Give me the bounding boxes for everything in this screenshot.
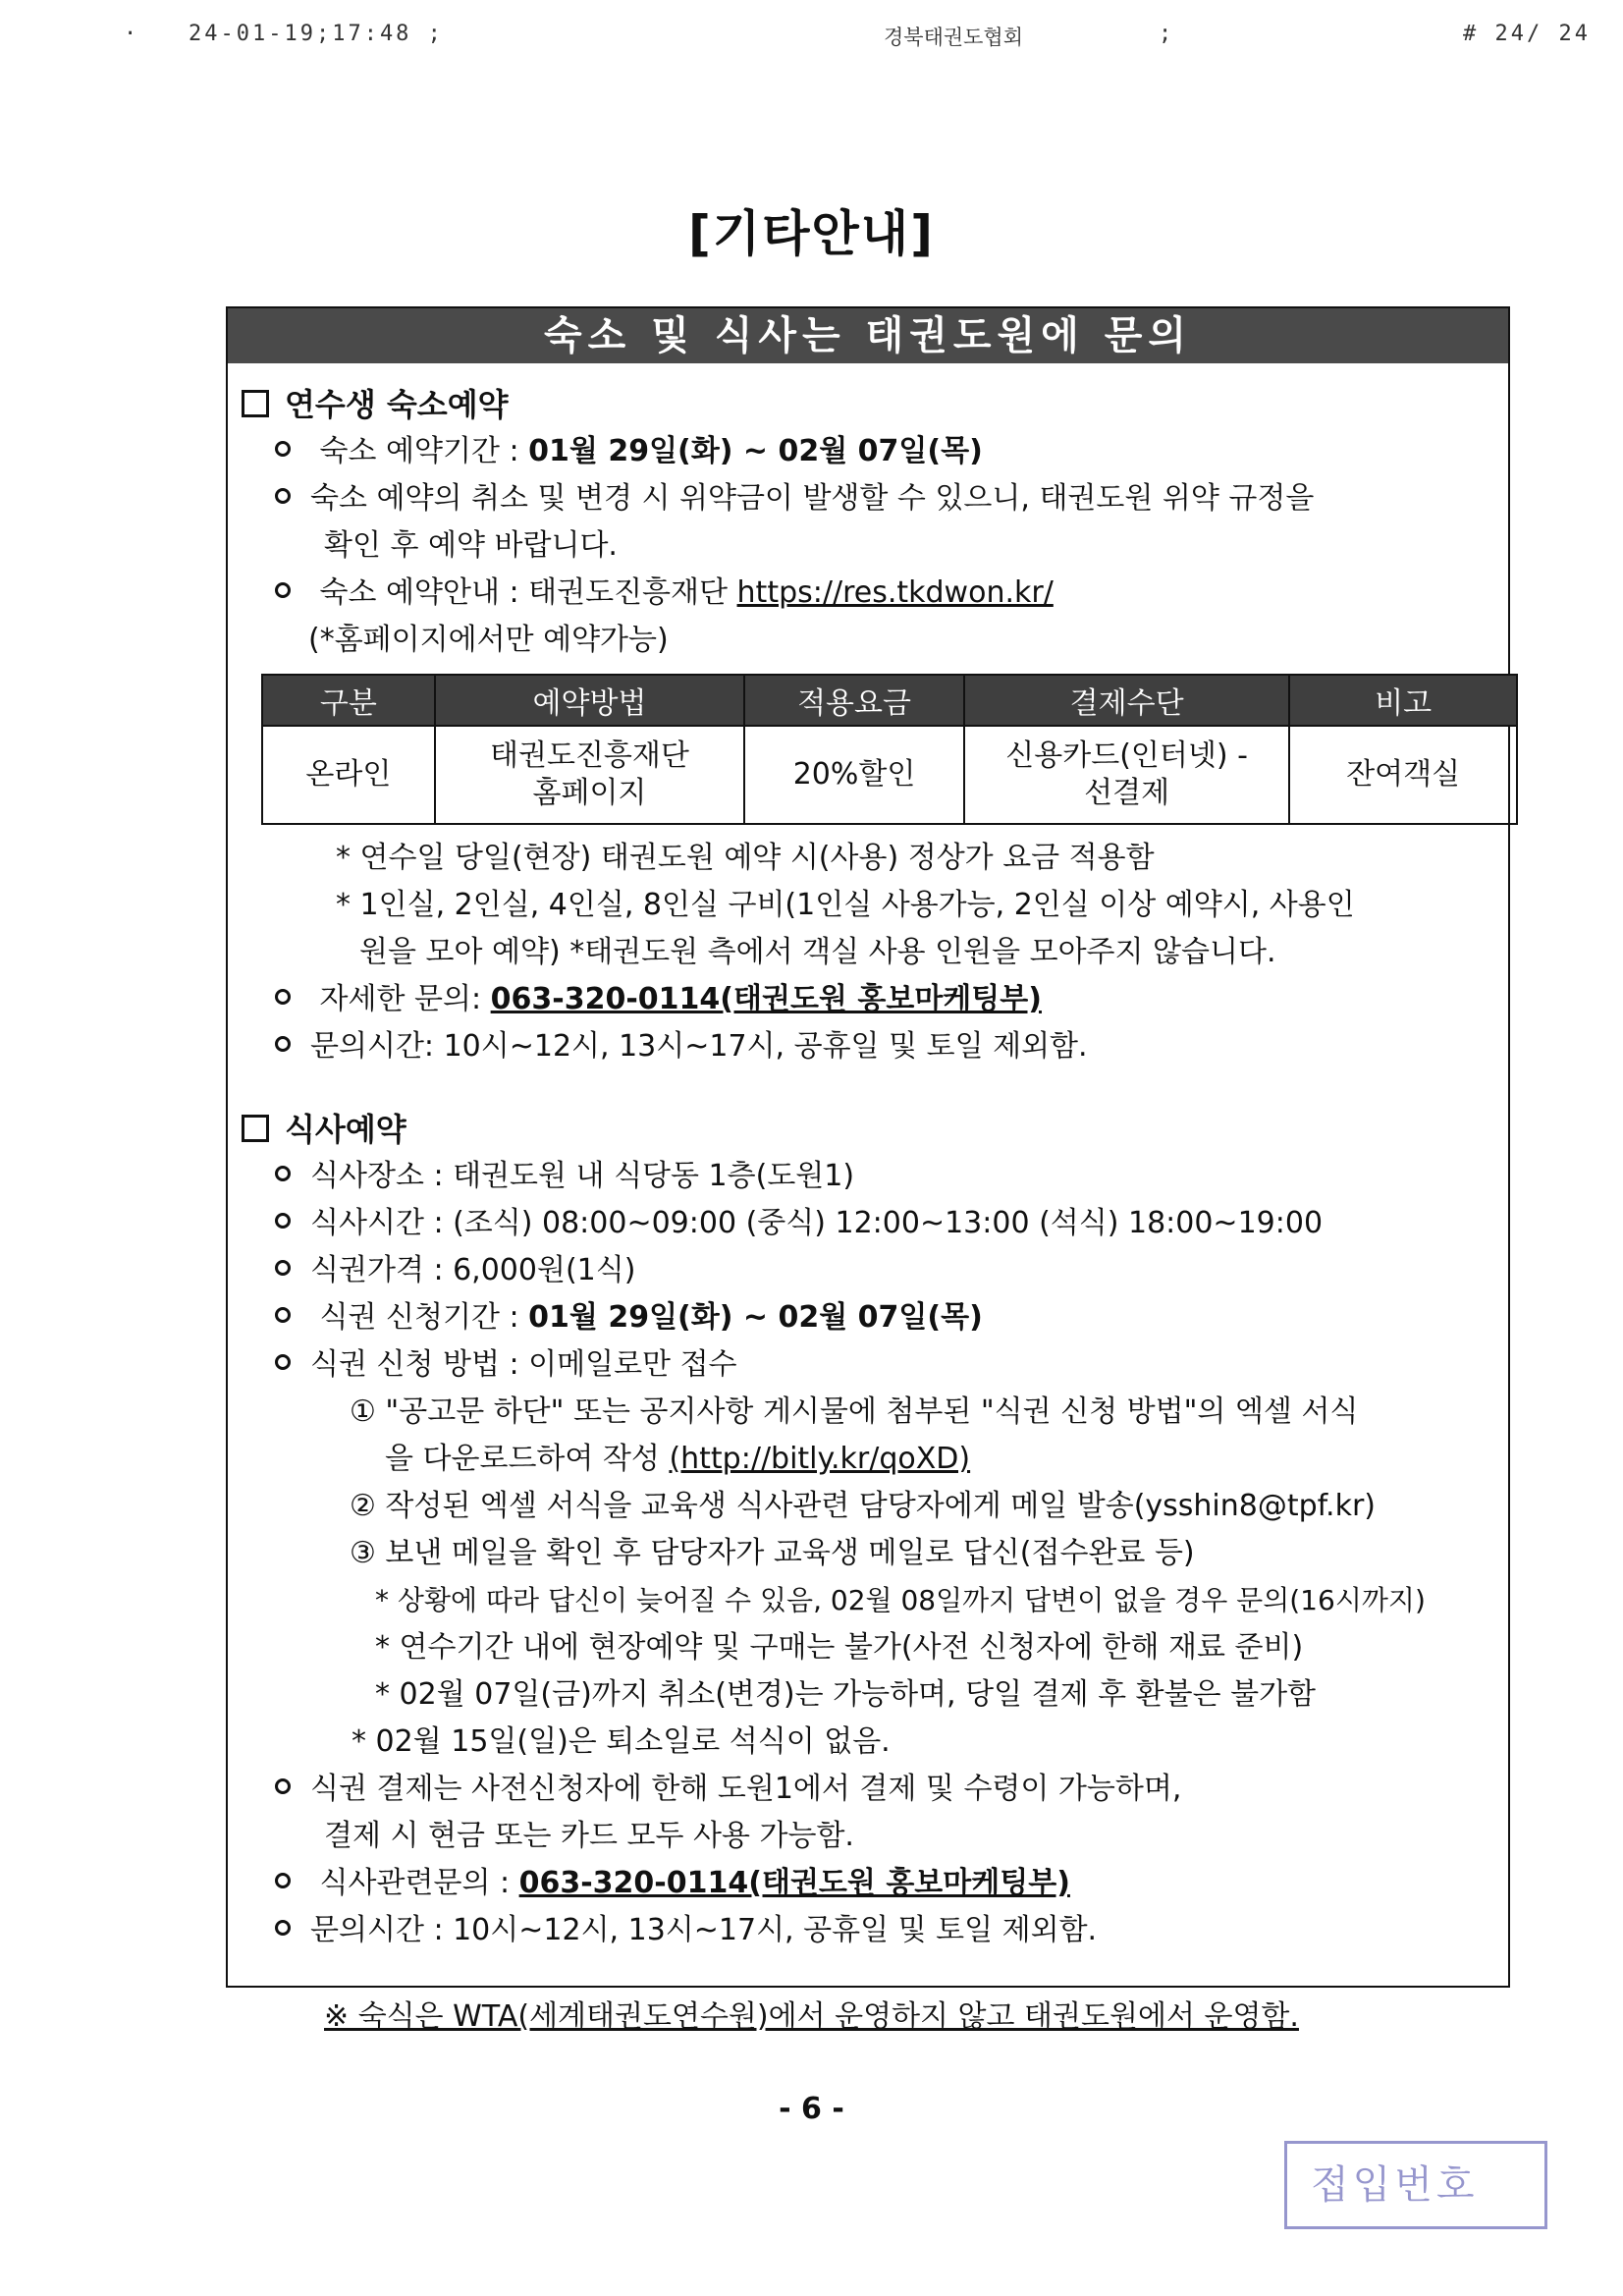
lodging-note2-line2: 원을 모아 예약) *태권도원 측에서 객실 사용 인원을 모아주지 않습니다.	[359, 935, 1276, 969]
meal-star3: * 02월 07일(금)까지 취소(변경)는 가능하며, 당일 결제 후 환불은 불가함	[375, 1677, 1317, 1712]
fee-header-payment: 결제수단	[964, 675, 1289, 726]
fee-cell-fee: 20%할인	[744, 726, 964, 824]
lodging-period: 숙소 예약기간 : 01월 29일(화) ~ 02월 07일(목)	[242, 428, 1508, 475]
meal-step3: ③ 보낸 메일을 확인 후 담당자가 교육생 메일로 답신(접수완료 등)	[350, 1536, 1195, 1570]
meal-time: 식사시간 : (조식) 08:00~09:00 (중식) 12:00~13:00 (석식) 18:00~19:00	[242, 1200, 1508, 1247]
fee-header-note: 비고	[1289, 675, 1517, 726]
lodging-info: 숙소 예약안내 : 태권도진흥재단 https://res.tkdwon.kr/	[242, 570, 1508, 617]
fax-page-count: # 24/ 24	[1463, 22, 1591, 46]
table-row	[262, 726, 1517, 824]
lodging-hours: 문의시간: 10시~12시, 13시~17시, 공휴일 및 토일 제외함.	[242, 1023, 1508, 1070]
fee-cell-payment: 신용카드(인터넷) - 선결제	[964, 726, 1289, 824]
meal-period: 식권 신청기간 : 01월 29일(화) ~ 02월 07일(목)	[242, 1294, 1508, 1341]
lodging-contact: 자세한 문의: 063-320-0114(태권도원 홍보마케팅부)	[242, 976, 1508, 1023]
fee-table	[261, 674, 1518, 825]
meal-place: 식사장소 : 태권도원 내 식당동 1층(도원1)	[242, 1153, 1508, 1200]
lodging-cancel-line1: 숙소 예약의 취소 및 변경 시 위약금이 발생할 수 있으니, 태권도원 위약 규정을	[242, 475, 1508, 522]
meal-payment-line1: 식권 결제는 사전신청자에 한해 도원1에서 결제 및 수령이 가능하며,	[242, 1766, 1508, 1813]
fee-header-type: 구분	[262, 675, 435, 726]
meal-method: 식권 신청 방법 : 이메일로만 접수	[242, 1341, 1508, 1389]
meal-section-title: 식사예약	[242, 1106, 1508, 1153]
fee-cell-note: 잔여객실	[1289, 726, 1517, 824]
meal-step1-line2: 을 다운로드하여 작성 (http://bitly.kr/qoXD)	[385, 1442, 971, 1476]
checkbox-square-icon	[242, 1115, 269, 1142]
meal-star2: * 연수기간 내에 현장예약 및 구매는 불가(사전 신청자에 한해 재료 준비)	[375, 1630, 1304, 1665]
receipt-stamp: 접입번호	[1284, 2141, 1547, 2229]
meal-hours: 문의시간 : 10시~12시, 13시~17시, 공휴일 및 토일 제외함.	[242, 1907, 1508, 1954]
fax-header	[0, 22, 1623, 61]
fee-table-header-row	[262, 675, 1517, 726]
fax-mark: ·	[124, 22, 137, 46]
info-box-header: 숙소 및 식사는 태권도원에 문의	[228, 308, 1508, 363]
checkbox-square-icon	[242, 390, 269, 417]
fee-cell-method: 태권도진흥재단 홈페이지	[435, 726, 744, 824]
lodging-section-title: 연수생 숙소예약	[242, 381, 1508, 428]
meal-star4: * 02월 15일(일)은 퇴소일로 석식이 없음.	[352, 1724, 891, 1759]
section-gap	[242, 1070, 1508, 1106]
footer-note: ※ 숙식은 WTA(세계태권도연수원)에서 운영하지 않고 태권도원에서 운영함.	[324, 1999, 1299, 2034]
meal-contact: 식사관련문의 : 063-320-0114(태권도원 홍보마케팅부)	[242, 1860, 1508, 1907]
page-number: - 6 -	[779, 2092, 844, 2126]
meal-step2: ② 작성된 엑셀 서식을 교육생 식사관련 담당자에게 메일 발송(ysshin8@tpf.kr)	[350, 1489, 1377, 1523]
meal-payment-line2: 결제 시 현금 또는 카드 모두 사용 가능함.	[324, 1819, 854, 1853]
fax-sender: 경북태권도협회	[884, 26, 1024, 49]
fee-cell-type: 온라인	[262, 726, 435, 824]
info-box-body	[228, 363, 1508, 1954]
lodging-note2-line1: * 1인실, 2인실, 4인실, 8인실 구비(1인실 사용가능, 2인실 이상 예약시, 사용인	[336, 888, 1355, 922]
lodging-cancel-line2: 확인 후 예약 바랍니다.	[324, 528, 618, 563]
info-box	[226, 306, 1510, 1988]
page-title: [기타안내]	[688, 205, 935, 262]
meal-step1-line1: ① "공고문 하단" 또는 공지사항 게시물에 첨부된 "식권 신청 방법"의 엑셀 서식	[350, 1394, 1359, 1429]
fee-header-method: 예약방법	[435, 675, 744, 726]
meal-price: 식권가격 : 6,000원(1식)	[242, 1247, 1508, 1294]
fee-header-fee: 적용요금	[744, 675, 964, 726]
lodging-note1: * 연수일 당일(현장) 태권도원 예약 시(사용) 정상가 요금 적용함	[336, 841, 1155, 875]
fax-separator: ;	[1159, 22, 1172, 46]
meal-star1: * 상황에 따라 답신이 늦어질 수 있음, 02월 08일까지 답변이 없을 경우 문의(16시까지)	[375, 1584, 1426, 1616]
lodging-homepage-only: (*홈페이지에서만 예약가능)	[308, 623, 669, 657]
reservation-link[interactable]: https://res.tkdwon.kr/	[736, 575, 1054, 610]
form-download-link[interactable]: (http://bitly.kr/qoXD)	[669, 1442, 971, 1476]
fax-timestamp: 24-01-19;17:48 ;	[189, 22, 444, 46]
